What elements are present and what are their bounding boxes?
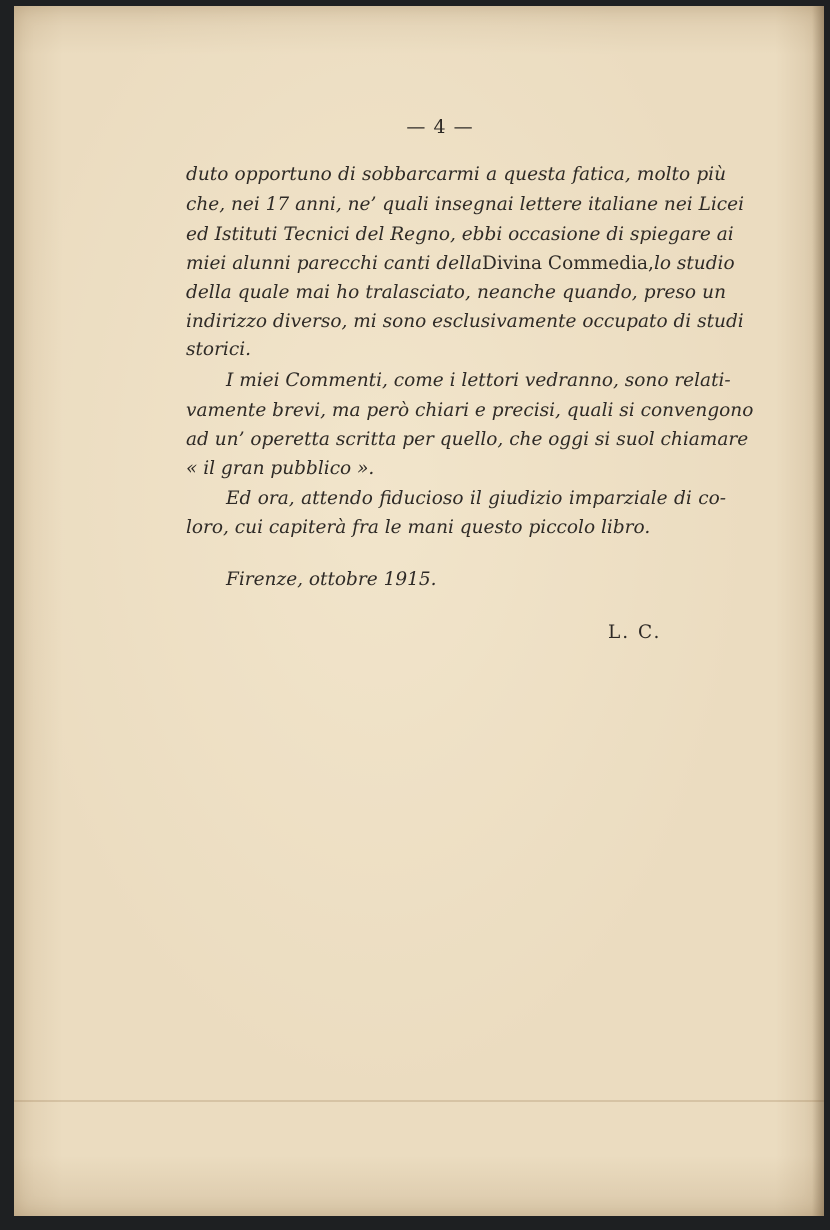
- book-page: [14, 6, 824, 1216]
- paragraph-2-line-1: I miei Commenti, come i lettori vedranno, sono relati-: [226, 370, 731, 391]
- paragraph-3-line-1: Ed ora, attendo fiducioso il giudizio imparziale di co-: [226, 488, 726, 509]
- book-title-divina-commedia: Divina Commedia,: [481, 253, 654, 274]
- paragraph-1-line-2: che, nei 17 anni, ne’ quali insegnai lettere italiane nei Licei: [186, 194, 745, 215]
- page-edge-shadow: [812, 6, 824, 1216]
- paragraph-1-line-7: storici.: [186, 339, 251, 360]
- paragraph-1-line-4: [186, 253, 735, 274]
- paragraph-2-line-4: « il gran pubblico ».: [186, 458, 375, 479]
- page-number: — 4 —: [406, 116, 474, 138]
- place-and-date: Firenze, ottobre 1915.: [226, 569, 437, 590]
- paragraph-2-line-2: vamente brevi, ma però chiari e precisi, quali si convengono: [186, 400, 754, 421]
- paragraph-1-line-3: ed Istituti Tecnici del Regno, ebbi occasione di spiegare ai: [186, 224, 734, 245]
- paragraph-3-line-2: loro, cui capiterà fra le mani questo piccolo libro.: [186, 517, 651, 538]
- paragraph-1-line-1: duto opportuno di sobbarcarmi a questa fatica, molto più: [186, 164, 726, 185]
- page-fold-line: [14, 1100, 824, 1102]
- line-4-text-end: lo studio: [653, 253, 735, 274]
- line-4-text-start: miei alunni parecchi canti della: [186, 253, 482, 274]
- paragraph-1-line-5: della quale mai ho tralasciato, neanche quando, preso un: [186, 282, 726, 303]
- paragraph-2-line-3: ad un’ operetta scritta per quello, che oggi si suol chiamare: [186, 429, 749, 450]
- paragraph-1-line-6: indirizzo diverso, mi sono esclusivamente occupato di studi: [186, 311, 744, 332]
- author-initials: L. C.: [608, 622, 662, 643]
